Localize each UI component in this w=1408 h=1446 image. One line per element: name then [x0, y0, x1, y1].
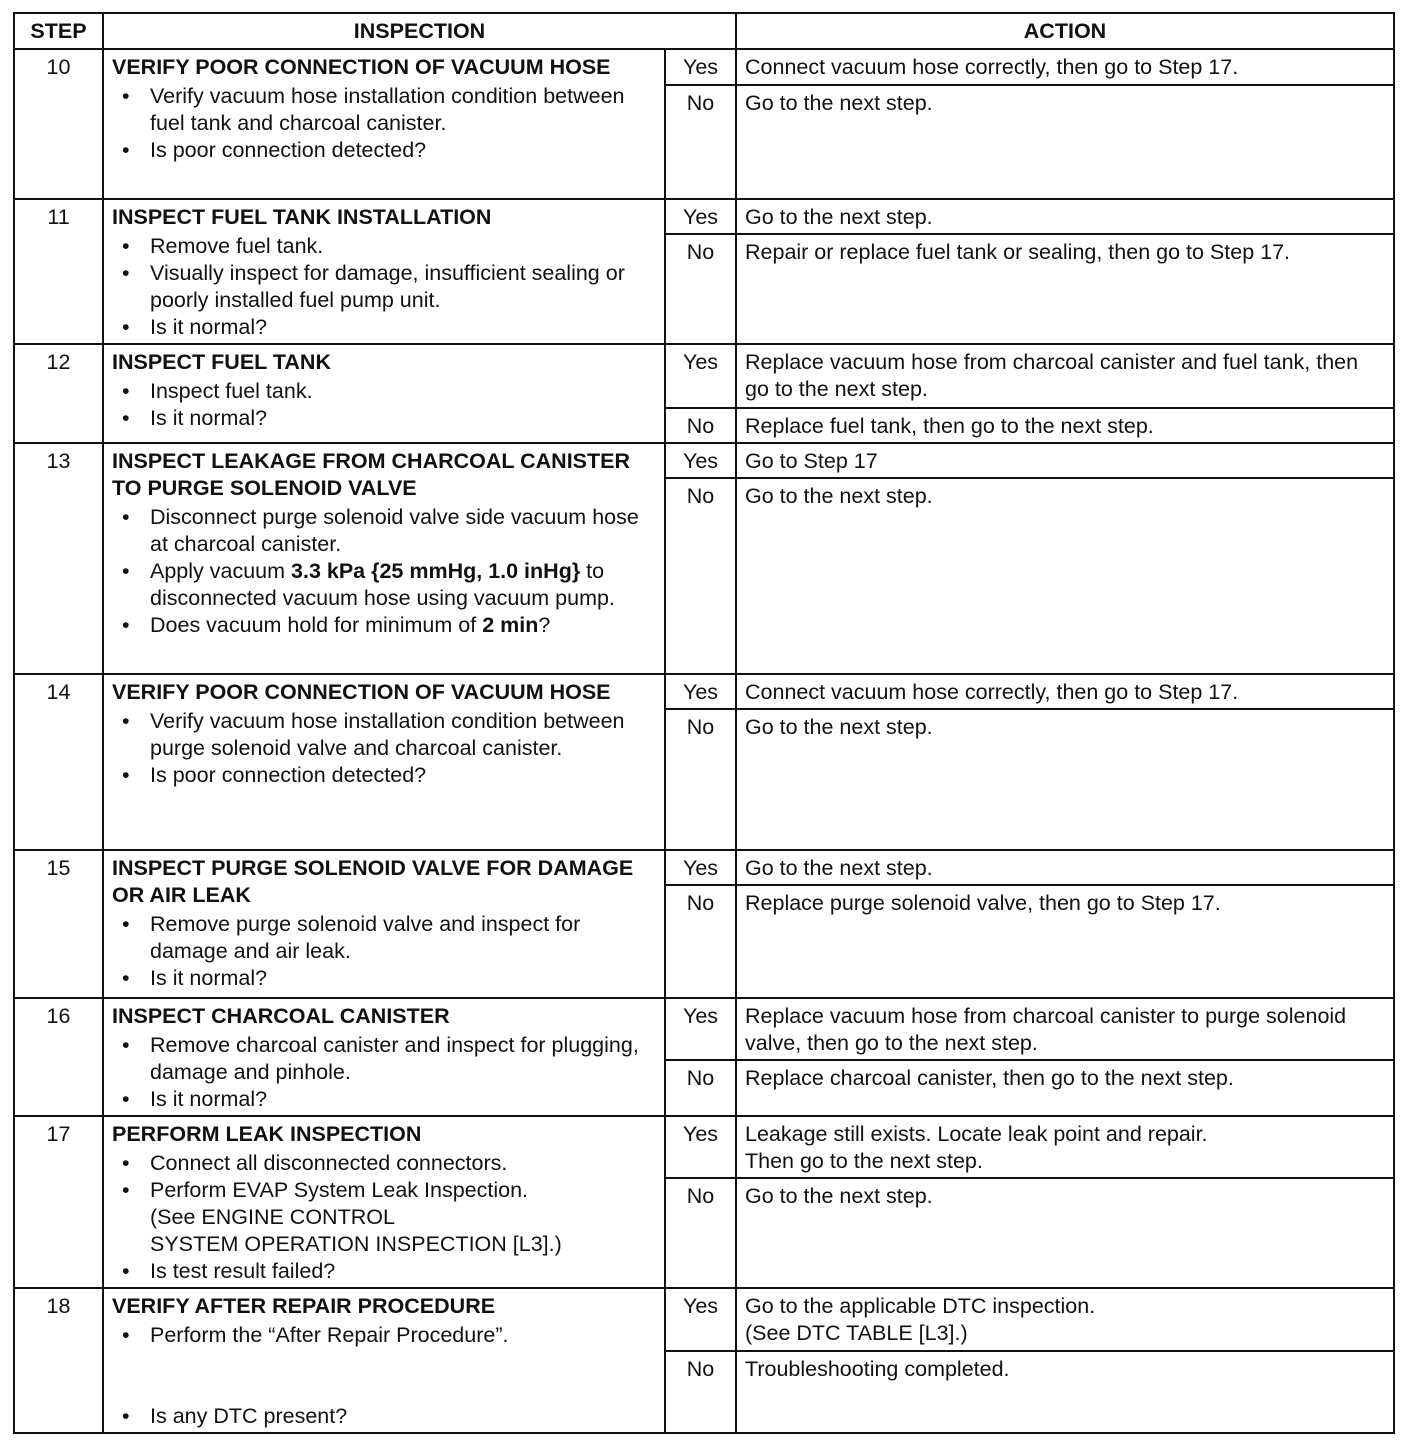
bullet-list — [112, 504, 658, 639]
yes-label: Yes — [665, 1288, 736, 1351]
table-row — [14, 1288, 1394, 1351]
yes-label: Yes — [665, 199, 736, 234]
reference-text: (See ENGINE CONTROL — [150, 1205, 395, 1229]
bullet-list — [112, 1322, 658, 1430]
inspection-cell — [103, 344, 665, 443]
table-row — [14, 998, 1394, 1060]
bullet-item: • Remove purge solenoid valve and inspect for damage and air leak. — [112, 911, 658, 965]
inspection-cell — [103, 850, 665, 998]
yes-label: Yes — [665, 443, 736, 478]
no-action: Repair or replace fuel tank or sealing, then go to Step 17. — [736, 234, 1394, 344]
no-action: Go to the next step. — [736, 1178, 1394, 1288]
inspection-cell — [103, 674, 665, 850]
hold-prefix: Does vacuum hold for minimum of — [150, 613, 483, 637]
bullet-list — [112, 233, 658, 341]
inspection-cell — [103, 1288, 665, 1433]
step-number: 16 — [14, 998, 103, 1116]
inspection-cell — [103, 443, 665, 674]
yes-action-line: Then go to the next step. — [745, 1149, 983, 1173]
inspection-title: INSPECT FUEL TANK INSTALLATION — [112, 205, 492, 229]
bullet-item: • Disconnect purge solenoid valve side vacuum hose at charcoal canister. — [112, 504, 658, 558]
no-label: No — [665, 709, 736, 850]
yes-label: Yes — [665, 674, 736, 709]
bullet-list — [112, 911, 658, 992]
bullet-item: • Is poor connection detected? — [112, 137, 658, 164]
inspection-cell — [103, 199, 665, 344]
step-number: 17 — [14, 1116, 103, 1288]
inspection-title: PERFORM LEAK INSPECTION — [112, 1122, 422, 1146]
hold-suffix: ? — [538, 613, 551, 637]
hold-value: 2 min — [482, 613, 539, 637]
action-header: ACTION — [736, 13, 1394, 49]
table-row — [14, 49, 1394, 85]
inspection-title: VERIFY AFTER REPAIR PROCEDURE — [112, 1294, 496, 1318]
no-label: No — [665, 234, 736, 344]
bullet-list — [112, 378, 658, 432]
apply-prefix: Apply vacuum — [150, 559, 292, 583]
bullet-item: • Is test result failed? — [112, 1258, 658, 1285]
yes-action — [736, 1288, 1394, 1351]
bullet-item: • Is it normal? — [112, 314, 658, 341]
yes-action-line: Go to the applicable DTC inspection. — [745, 1294, 1096, 1318]
bullet-item: • Inspect fuel tank. — [112, 378, 658, 405]
step-header: STEP — [14, 13, 103, 49]
bullet-item: • Perform the “After Repair Procedure”. — [112, 1322, 658, 1349]
table-row — [14, 850, 1394, 885]
yes-label: Yes — [665, 344, 736, 408]
troubleshooting-table — [13, 12, 1395, 1434]
bullet-item: • Remove charcoal canister and inspect for plugging, damage and pinhole. — [112, 1032, 658, 1086]
bullet-item: • Verify vacuum hose installation condition between fuel tank and charcoal canister. — [112, 83, 658, 137]
yes-label: Yes — [665, 850, 736, 885]
table-row — [14, 674, 1394, 709]
inspection-header: INSPECTION — [103, 13, 736, 49]
yes-action: Connect vacuum hose correctly, then go to Step 17. — [736, 674, 1394, 709]
inspection-cell — [103, 49, 665, 199]
bullet-list — [112, 708, 658, 789]
bullet-list — [112, 1032, 658, 1113]
inspection-title: INSPECT FUEL TANK — [112, 350, 331, 374]
yes-label: Yes — [665, 49, 736, 85]
inspection-cell — [103, 1116, 665, 1288]
no-label: No — [665, 1351, 736, 1433]
apply-suffix: to disconnected vacuum hose using vacuum pump. — [150, 559, 615, 610]
no-action: Go to the next step. — [736, 478, 1394, 674]
reference-text: SYSTEM OPERATION INSPECTION [L3].) — [150, 1232, 562, 1256]
yes-label: Yes — [665, 998, 736, 1060]
bullet-item: • Is any DTC present? — [112, 1403, 658, 1430]
step-number: 12 — [14, 344, 103, 443]
header-row — [14, 13, 1394, 49]
bullet-item — [112, 612, 658, 639]
inspection-title: INSPECT CHARCOAL CANISTER — [112, 1004, 450, 1028]
bullet-item: • Verify vacuum hose installation condition between purge solenoid valve and charcoal canister. — [112, 708, 658, 762]
no-action: Go to the next step. — [736, 85, 1394, 199]
table-row — [14, 199, 1394, 234]
no-label: No — [665, 1178, 736, 1288]
yes-action: Replace vacuum hose from charcoal canister and fuel tank, then go to the next step. — [736, 344, 1394, 408]
bullet-item — [112, 558, 658, 612]
step-number: 15 — [14, 850, 103, 998]
no-action: Troubleshooting completed. — [736, 1351, 1394, 1433]
bullet-item: • Visually inspect for damage, insufficient sealing or poorly installed fuel pump unit. — [112, 260, 658, 314]
inspection-title: VERIFY POOR CONNECTION OF VACUUM HOSE — [112, 680, 611, 704]
table-row — [14, 443, 1394, 478]
yes-label: Yes — [665, 1116, 736, 1178]
yes-action: Go to Step 17 — [736, 443, 1394, 478]
inspection-title: VERIFY POOR CONNECTION OF VACUUM HOSE — [112, 55, 611, 79]
inspection-cell — [103, 998, 665, 1116]
bullet-item: • Connect all disconnected connectors. — [112, 1150, 658, 1177]
yes-action — [736, 1116, 1394, 1178]
bullet-list — [112, 1150, 658, 1285]
bullet-item — [112, 1177, 658, 1258]
yes-action-line: (See DTC TABLE [L3].) — [745, 1321, 968, 1345]
no-action: Replace purge solenoid valve, then go to Step 17. — [736, 885, 1394, 998]
bullet-item: • Is it normal? — [112, 1086, 658, 1113]
yes-action: Connect vacuum hose correctly, then go to Step 17. — [736, 49, 1394, 85]
no-action: Go to the next step. — [736, 709, 1394, 850]
inspection-title: INSPECT PURGE SOLENOID VALVE FOR DAMAGE OR AIR LEAK — [112, 856, 634, 907]
no-label: No — [665, 885, 736, 998]
step-number: 18 — [14, 1288, 103, 1433]
table-row — [14, 344, 1394, 408]
step-number: 10 — [14, 49, 103, 199]
bullet-item: • Is it normal? — [112, 965, 658, 992]
no-action: Replace fuel tank, then go to the next step. — [736, 408, 1394, 443]
bullet-item: • Is it normal? — [112, 405, 658, 432]
yes-action: Go to the next step. — [736, 850, 1394, 885]
yes-action: Replace vacuum hose from charcoal canister to purge solenoid valve, then go to the next step. — [736, 998, 1394, 1060]
yes-action: Go to the next step. — [736, 199, 1394, 234]
inspection-title: INSPECT LEAKAGE FROM CHARCOAL CANISTER TO PURGE SOLENOID VALVE — [112, 449, 631, 500]
table-row — [14, 1116, 1394, 1178]
no-label: No — [665, 408, 736, 443]
step-number: 11 — [14, 199, 103, 344]
bullet-text: • Perform EVAP System Leak Inspection. — [150, 1178, 529, 1202]
vacuum-value: 3.3 kPa {25 mmHg, 1.0 inHg} — [291, 559, 581, 583]
no-action: Replace charcoal canister, then go to the next step. — [736, 1060, 1394, 1116]
no-label: No — [665, 1060, 736, 1116]
bullet-item: • Remove fuel tank. — [112, 233, 658, 260]
no-label: No — [665, 85, 736, 199]
no-label: No — [665, 478, 736, 674]
bullet-list — [112, 83, 658, 164]
bullet-item: • Is poor connection detected? — [112, 762, 658, 789]
yes-action-line: Leakage still exists. Locate leak point and repair. — [745, 1122, 1208, 1146]
step-number: 14 — [14, 674, 103, 850]
troubleshooting-table-container — [13, 12, 1395, 1432]
step-number: 13 — [14, 443, 103, 674]
